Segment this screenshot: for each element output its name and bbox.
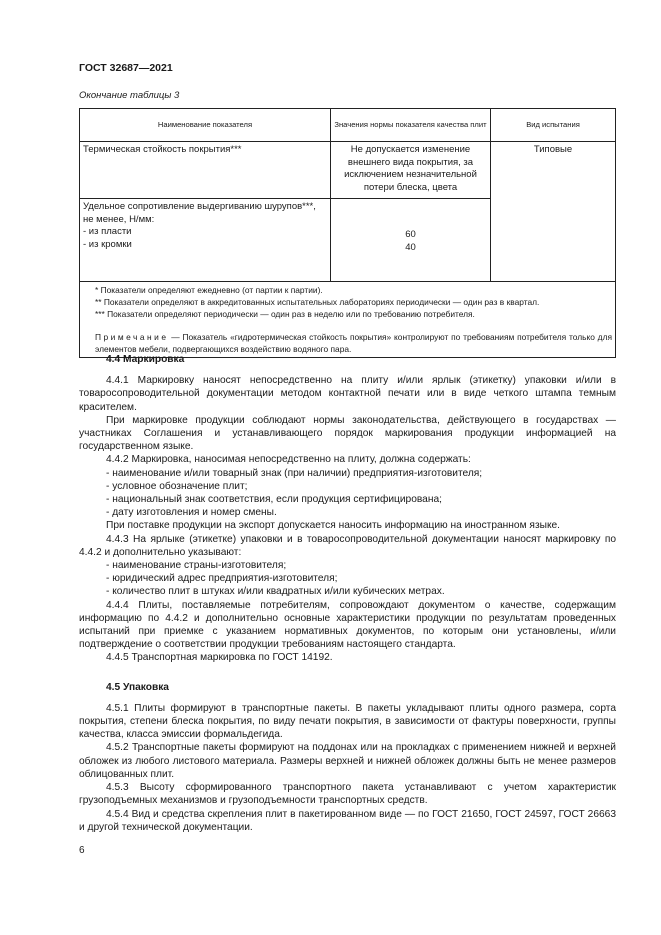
table-caption: Окончание таблицы 3 — [79, 90, 180, 101]
paragraph: При маркировке продукции соблюдают нормы законодательства, действующего в государствах — участниках Соглашения и устанавливающего порядок маркирования продукции информацией на государственном языке. — [79, 414, 616, 453]
table-header-row — [80, 109, 616, 142]
cell-line: - из кромки — [83, 238, 132, 250]
cell-name: Термическая стойкость покрытия*** — [80, 142, 331, 199]
cell-value: 40 — [405, 241, 416, 253]
cell-value: 60 — [405, 229, 416, 240]
list-item: - наименование страны-изготовителя; — [106, 560, 287, 572]
list-item: - наименование и/или товарный знак (при наличии) предприятия-изготовителя; — [106, 467, 483, 479]
paragraph: При поставке продукции на экспорт допускается наносить информацию на иностранном языке. — [106, 520, 561, 532]
footnote: *** Показатели определяют периодически — один раз в неделю или по требованию потребителя. — [95, 309, 475, 319]
table-footnotes-row — [80, 282, 616, 358]
footnote: * Показатели определяют ежедневно (от партии к партии). — [95, 285, 323, 295]
list-item: - условное обозначение плит; — [106, 480, 248, 492]
note-text: — Показатель «гидротермическая стойкость покрытия» контролируют по требованиям потребителя только для элементов мебели, подвергающихся воздействию водяного пара. — [95, 332, 612, 354]
paragraph: 4.5.2 Транспортные пакеты формируют на поддонах или на прокладках с применением нижней и верхней обложек из любого листового материала. Размеры верхней и нижней обложек должны быть не менее размеров облицованных плит. — [79, 742, 616, 780]
paragraph: 4.4.5 Транспортная маркировка по ГОСТ 14192. — [106, 652, 333, 664]
paragraph: 4.5.3 Высоту сформированного транспортного пакета устанавливают с учетом характеристик грузоподъемных механизмов и грузоподъемности транспортных средств. — [79, 782, 616, 807]
footnote: ** Показатели определяют в аккредитованных испытательных лабораториях периодически — один раз в квартал. — [95, 297, 540, 307]
section-heading: 4.4 Маркировка — [106, 354, 185, 365]
paragraph: 4.5.4 Вид и средства скрепления плит в пакетированном виде — по ГОСТ 21650, ГОСТ 24597, ГОСТ 26663 и другой технической документации. — [79, 808, 616, 833]
table-row — [80, 142, 616, 199]
paragraph: 4.4.3 На ярлыке (этикетке) упаковки и в товаросопроводительной документации наносят маркировку по 4.4.2 и дополнительно указывают: — [79, 533, 616, 558]
paragraph: 4.4.4 Плиты, поставляемые потребителям, сопровождают документом о качестве, содержащим информацию по 4.4.2 и дополнительно основные характеристики продукции по результатам проведенных испытаний при приемке с указанием нормативных документов, по которым они установлены, и/или подтверждение о соответствии продукции требованиям настоящего стандарта. — [79, 599, 616, 651]
paragraph: 4.4.2 Маркировка, наносимая непосредственно на плиту, должна содержать: — [106, 454, 471, 466]
document-number: ГОСТ 32687—2021 — [79, 62, 173, 74]
section-marking — [79, 353, 616, 834]
column-header-name: Наименование показателя — [80, 109, 331, 142]
paragraph: 4.5.1 Плиты формируют в транспортные пакеты. В пакеты укладывают плиты одного размера, сорта покрытия, степени блеска покрытия, по виду печати покрытия, в зависимости от фактуры поверхности, группы качества, класса эмиссии формальдегида. — [79, 702, 616, 741]
cell-norm — [331, 199, 491, 282]
cell-line: не менее, Н/мм: — [83, 213, 155, 225]
cell-norm: Не допускается изменение внешнего вида покрытия, за исключением незначительной потери блеска, цвета — [331, 142, 491, 199]
cell-name — [80, 199, 331, 282]
section-heading: 4.5 Упаковка — [106, 681, 169, 693]
list-item: - национальный знак соответствия, если продукция сертифицирована; — [106, 494, 442, 506]
list-item: - количество плит в штуках и/или квадратных и/или кубических метрах. — [106, 586, 445, 598]
table-note — [83, 331, 612, 355]
spec-table — [79, 108, 616, 358]
paragraph: 4.4.1 Маркировку наносят непосредственно на плиту и/или ярлык (этикетку) упаковки и/или в товаросопроводительной документации методом контактной печати или в виде четкого штампа темным красителем. — [79, 375, 616, 413]
list-item: - юридический адрес предприятия-изготовителя; — [106, 573, 338, 585]
cell-test: Типовые — [491, 142, 616, 282]
note-label: Примечание — [95, 332, 169, 342]
page-number: 6 — [79, 845, 85, 856]
column-header-test: Вид испытания — [491, 109, 616, 142]
cell-line: Удельное сопротивление выдергиванию шурупов***, — [83, 201, 316, 212]
cell-line: - из пласти — [83, 226, 132, 237]
column-header-norm: Значения нормы показателя качества плит — [331, 109, 491, 142]
list-item: - дату изготовления и номер смены. — [106, 507, 277, 519]
footnotes-cell — [80, 282, 616, 358]
